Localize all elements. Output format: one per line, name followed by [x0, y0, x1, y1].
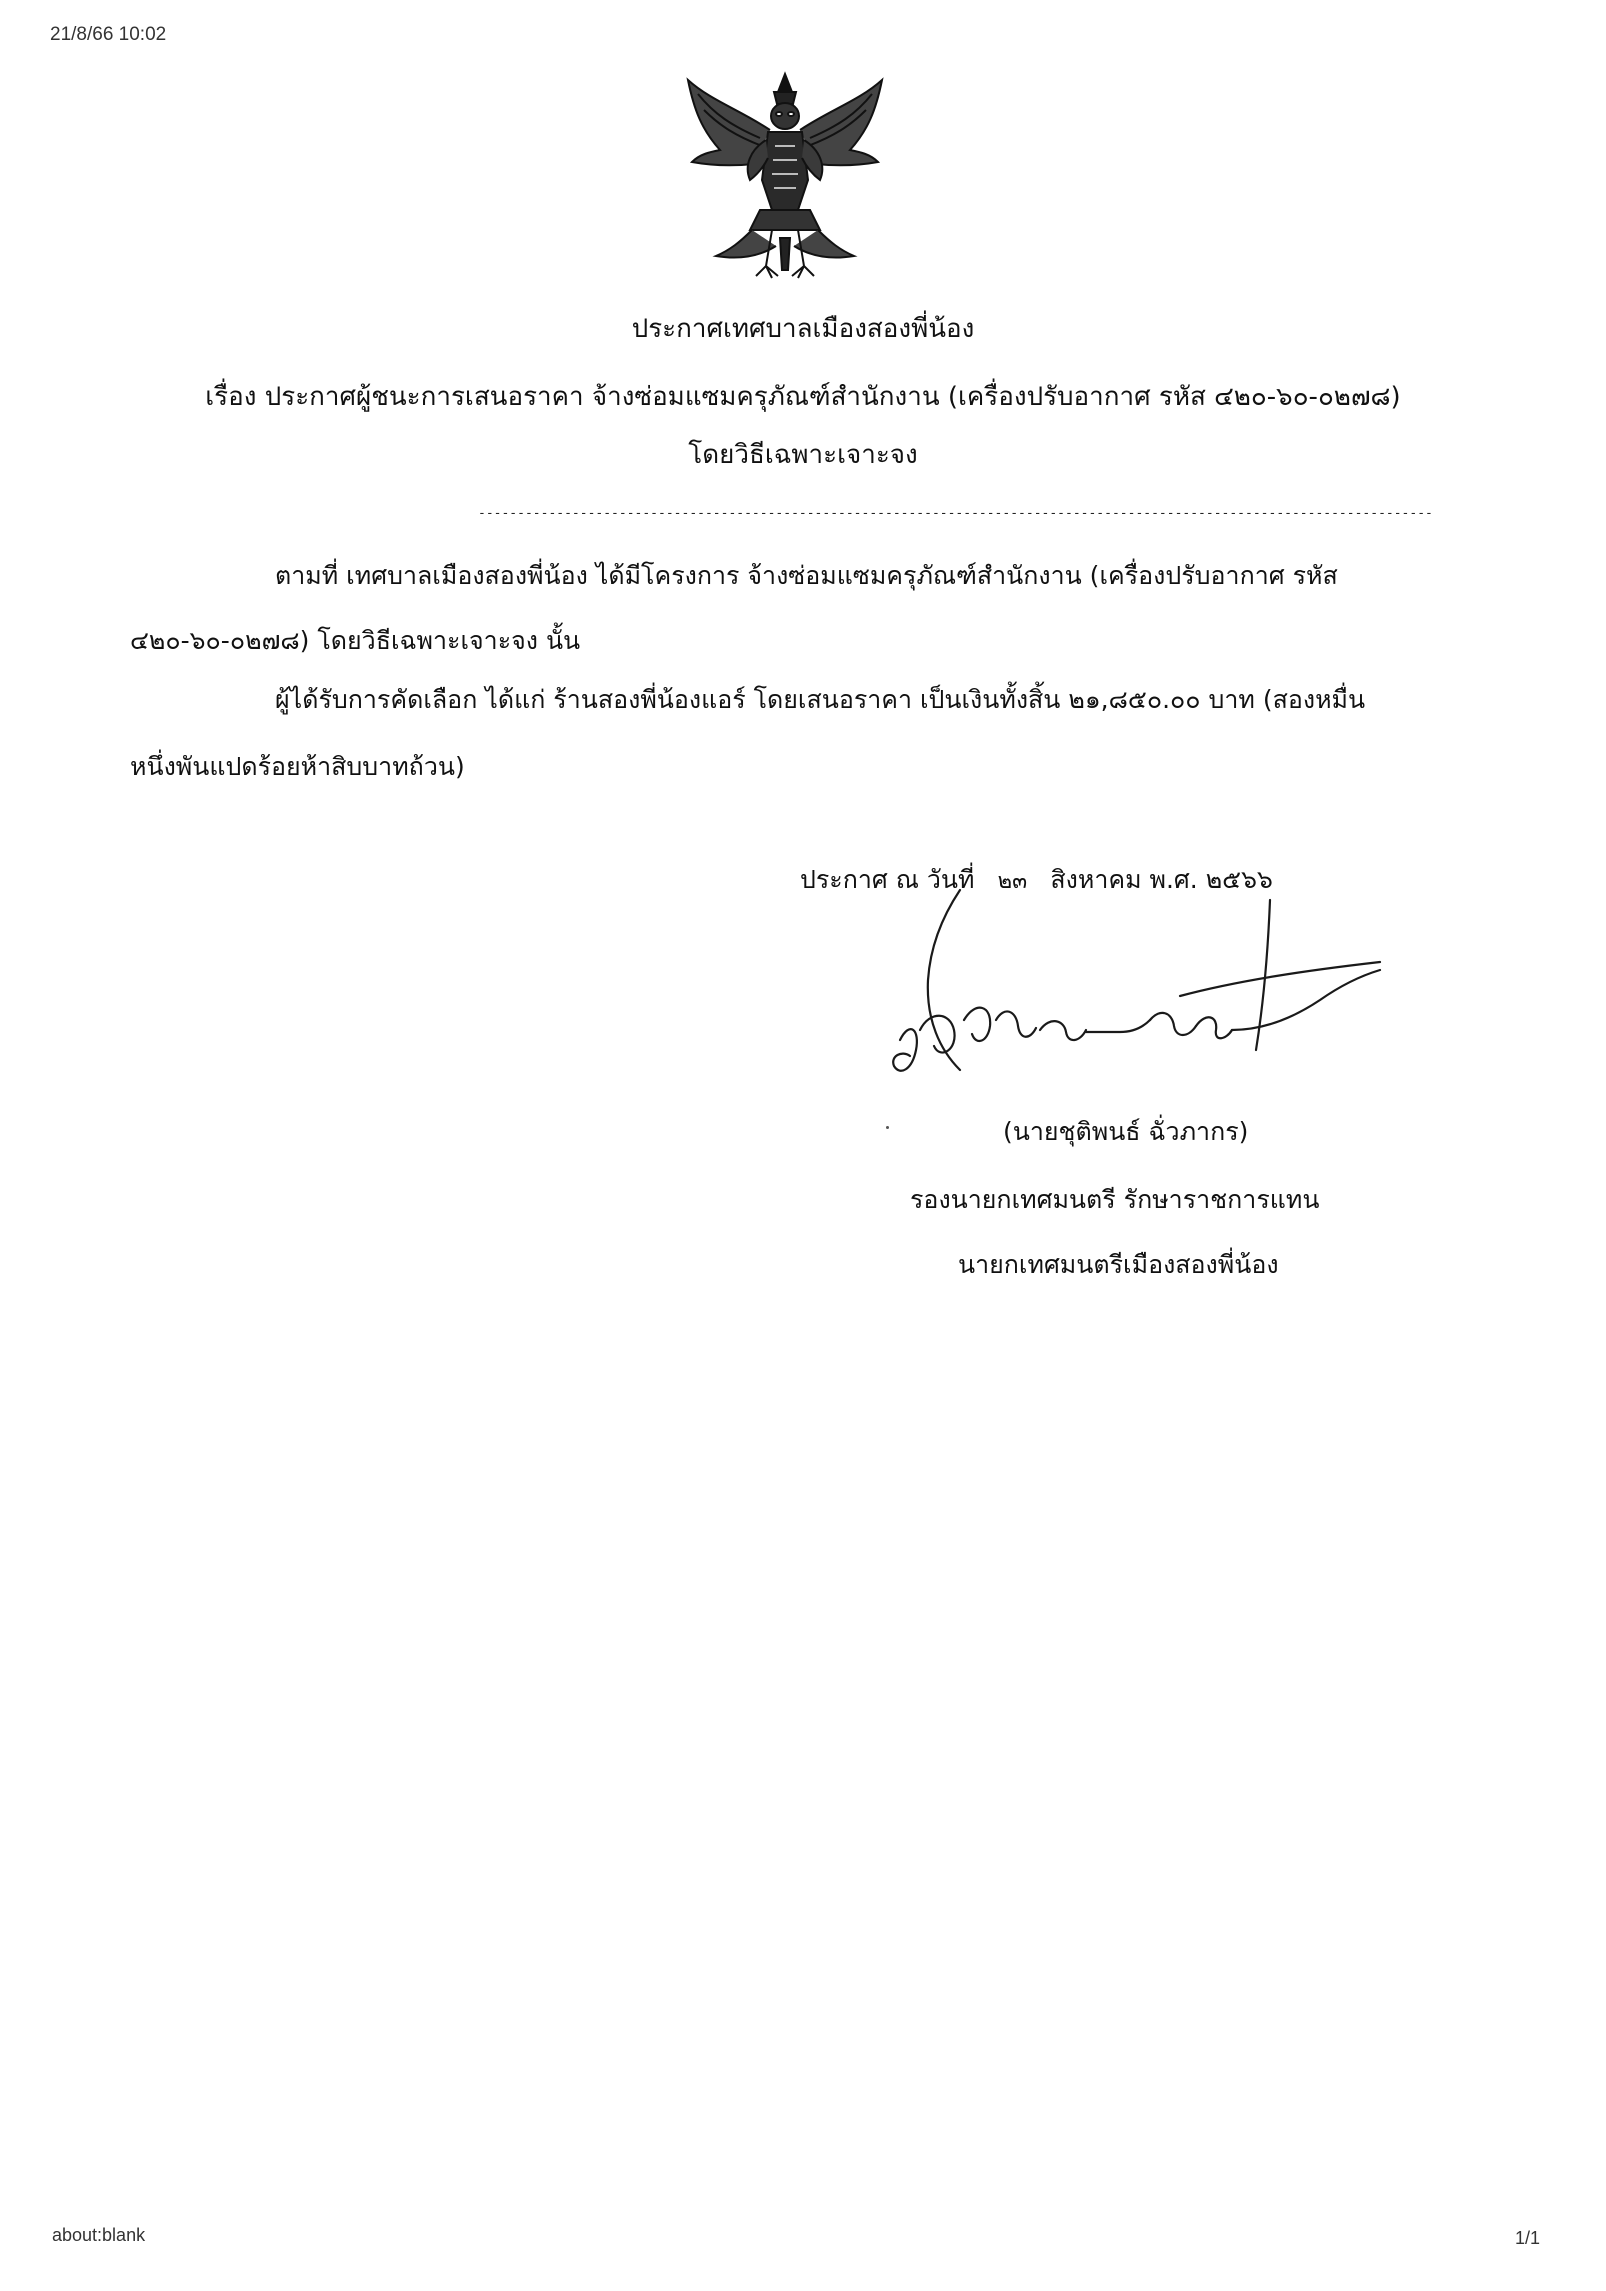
body-paragraph-1-line-2: ๔๒๐-๖๐-๐๒๗๘) โดยวิธีเฉพาะเจาะจง นั้น — [130, 626, 581, 655]
garuda-emblem-icon — [680, 70, 890, 285]
signatory-position-line-1: รองนายกเทศมนตรี รักษาราชการแทน — [910, 1185, 1320, 1214]
document-subject: เรื่อง ประกาศผู้ชนะการเสนอราคา จ้างซ่อมแซมครุภัณฑ์สำนักงาน (เครื่องปรับอากาศ รหัส ๔๒๐-๖๐-๐๒๗๘) — [205, 382, 1401, 412]
print-footer-url: about:blank — [52, 2225, 146, 2245]
body-paragraph-1-line-1: ตามที่ เทศบาลเมืองสองพี่น้อง ได้มีโครงการ จ้างซ่อมแซมครุภัณฑ์สำนักงาน (เครื่องปรับอากาศ รหัส — [275, 561, 1338, 590]
announcement-date-day: ๒๓ — [997, 869, 1028, 894]
announcement-date-month-year: สิงหาคม พ.ศ. ๒๕๖๖ — [1050, 865, 1273, 894]
body-paragraph-2-line-1: ผู้ได้รับการคัดเลือก ได้แก่ ร้านสองพี่น้องแอร์ โดยเสนอราคา เป็นเงินทั้งสิ้น ๒๑,๘๕๐.๐๐ บาท (สองหมื่น — [275, 685, 1366, 714]
print-footer-page: 1/1 — [1515, 2228, 1541, 2248]
print-header-datetime: 21/8/66 10:02 — [50, 24, 167, 45]
signatory-position-line-2: นายกเทศมนตรีเมืองสองพี่น้อง — [958, 1250, 1279, 1279]
signatory-name: (นายชุติพนธ์ ฉั่วภากร) — [1003, 1117, 1249, 1146]
title-separator: -------------------------------------------------------------------------------------------------------------------------- — [478, 506, 1433, 521]
document-title: ประกาศเทศบาลเมืองสองพี่น้อง — [631, 314, 975, 344]
handwritten-signature-icon — [880, 880, 1400, 1090]
document-method: โดยวิธีเฉพาะเจาะจง — [688, 440, 918, 470]
stray-mark — [886, 1126, 889, 1129]
body-paragraph-2-line-2: หนึ่งพันแปดร้อยห้าสิบบาทถ้วน) — [130, 752, 465, 781]
announcement-date-prefix: ประกาศ ณ วันที่ — [800, 865, 975, 894]
